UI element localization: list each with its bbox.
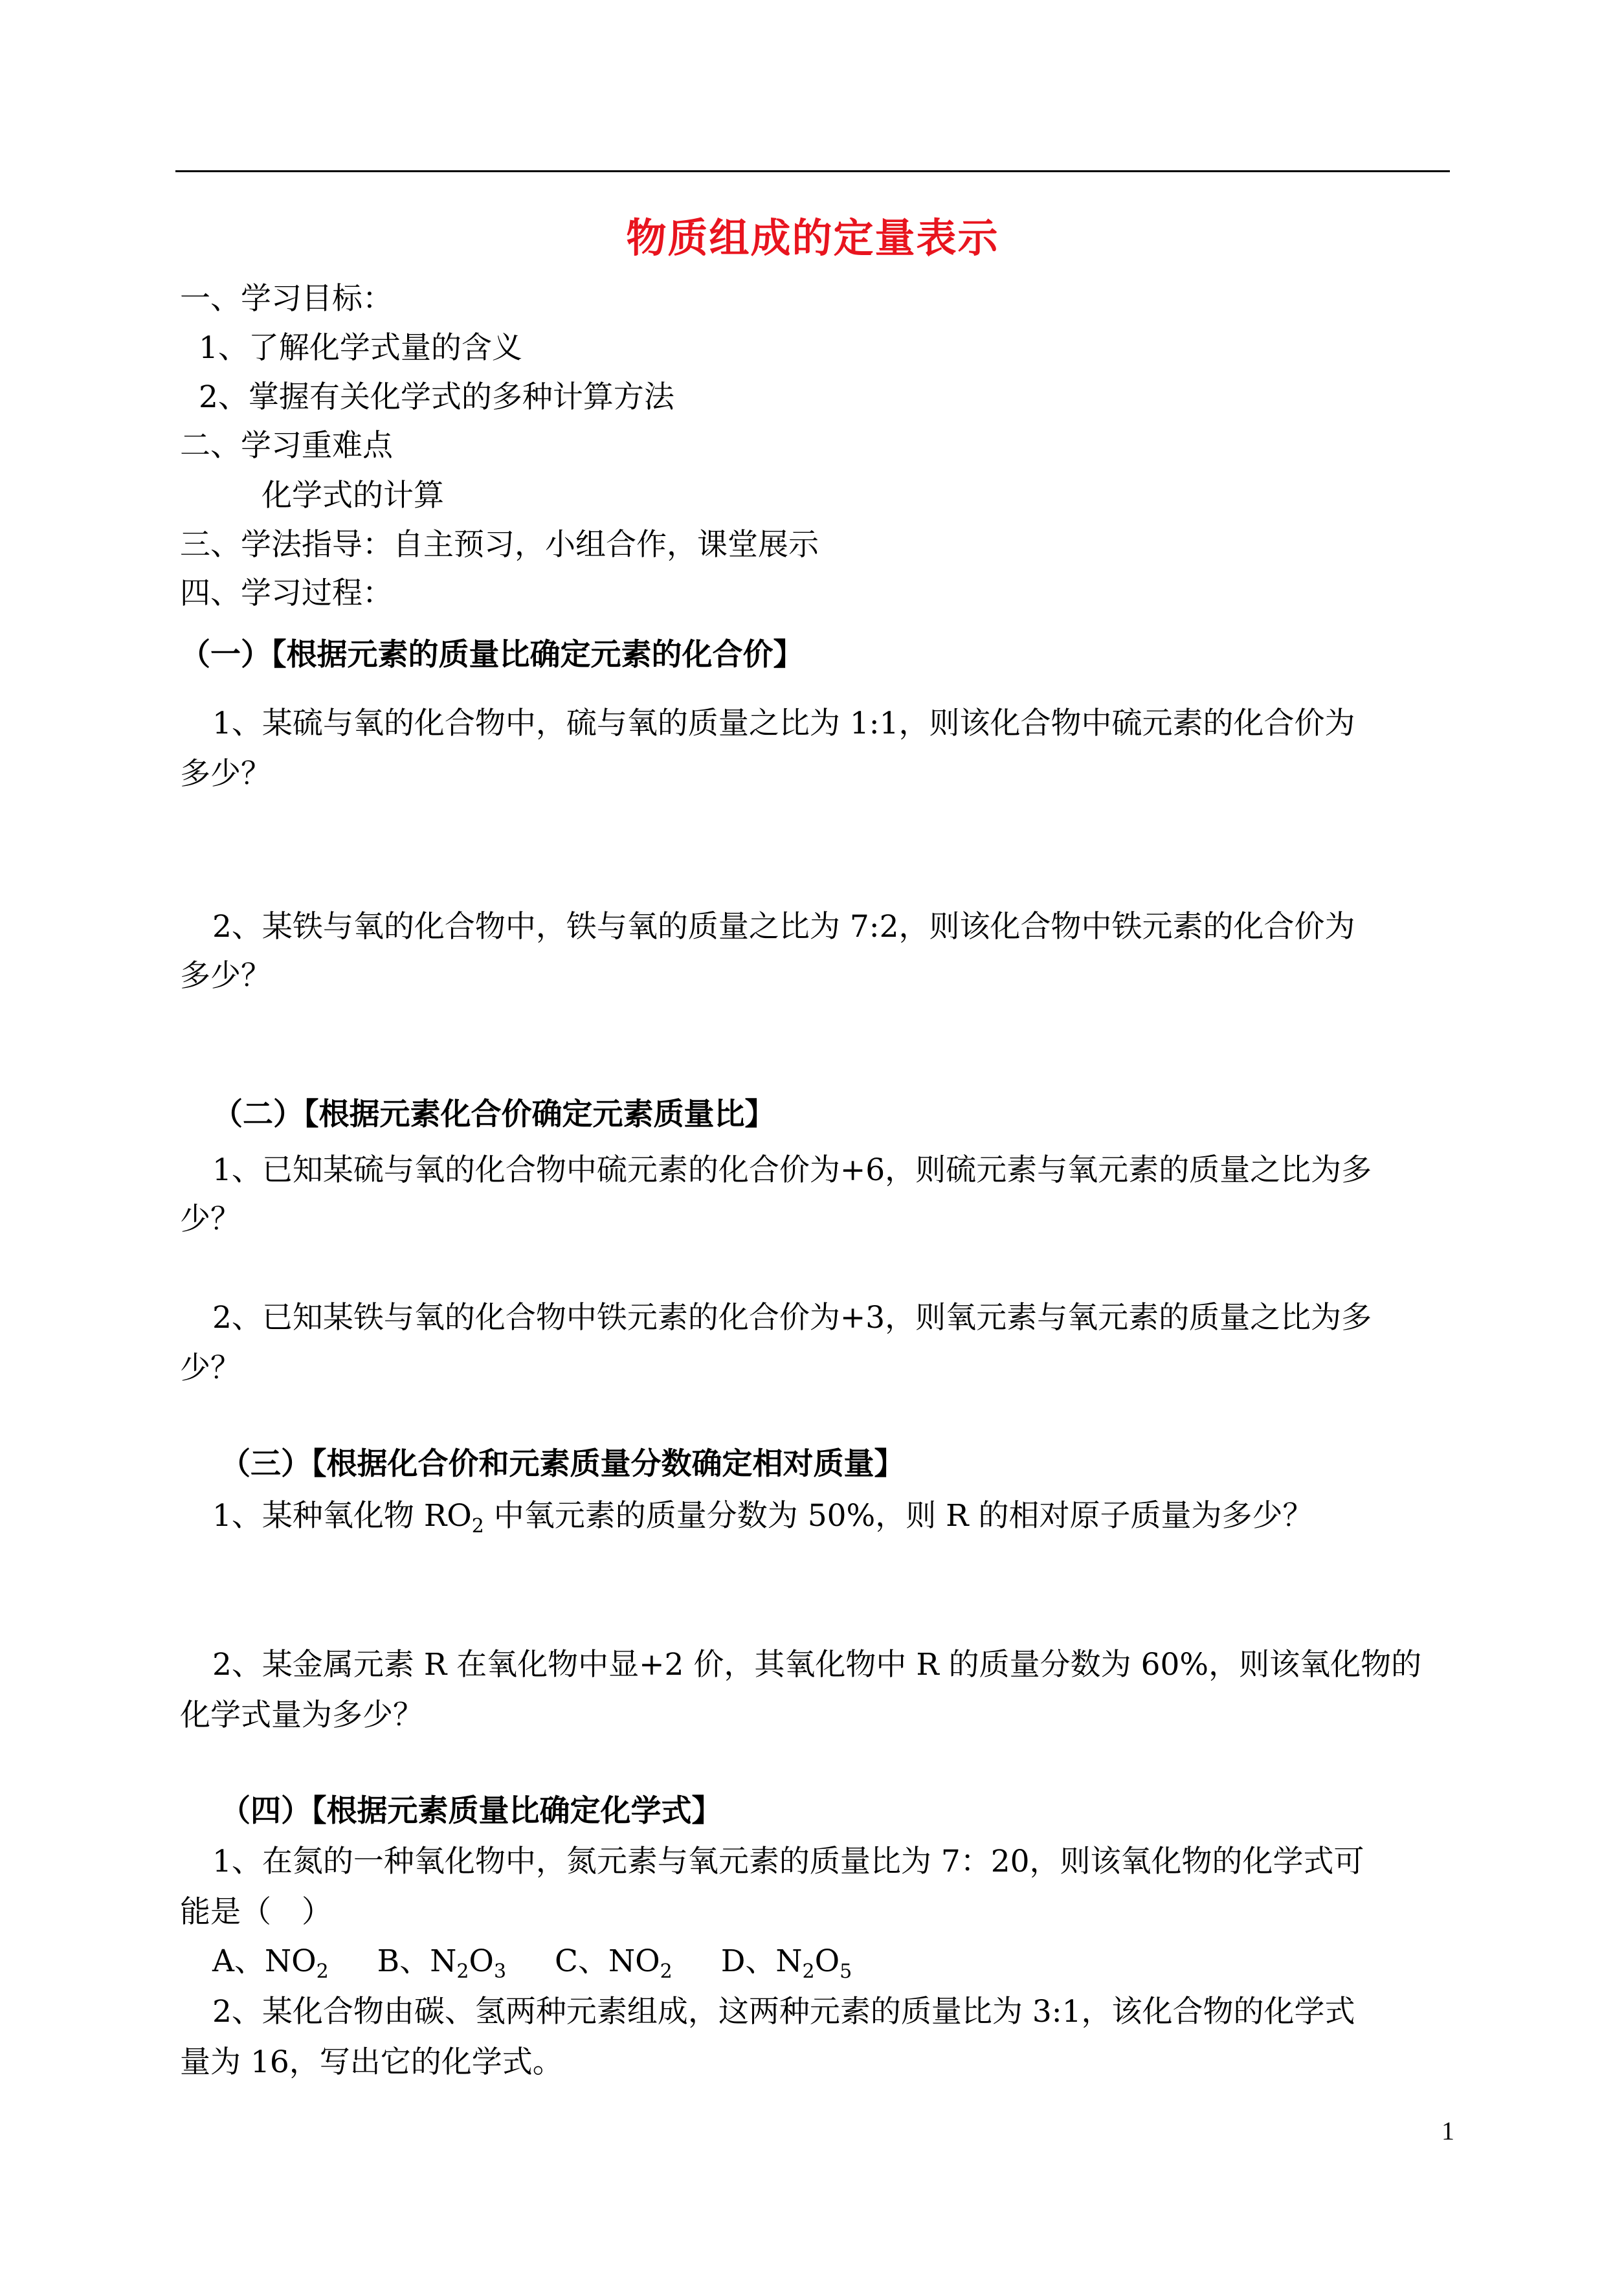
- s1-q1-line2: 多少？: [180, 756, 271, 792]
- option-d: D、$N_2O_5$: [720, 1943, 852, 1983]
- objectives-heading: 一、学习目标：: [180, 281, 393, 317]
- option-b: B、$N_2O_3$: [377, 1943, 507, 1983]
- section-4-heading: （四）【根据元素质量比确定化学式】: [220, 1793, 722, 1829]
- s2-q2-line2: 少？: [180, 1350, 241, 1386]
- s4-q1-line1: 1、在氮的一种氧化物中，氮元素与氧元素的质量比为 7：20，则该氧化物的化学式可: [212, 1844, 1364, 1879]
- section-1-heading: （一）【根据元素的质量比确定元素的化合价】: [180, 637, 804, 673]
- s1-q1-line1: 1、某硫与氧的化合物中，硫与氧的质量之比为 1:1，则该化合物中硫元素的化合价为: [212, 706, 1355, 741]
- objective-1: 1、了解化学式量的含义: [199, 330, 522, 366]
- page-number: 1: [1441, 2116, 1454, 2145]
- page-title: 物质组成的定量表示: [626, 214, 999, 262]
- method-line: 三、学法指导：自主预习，小组合作，课堂展示: [180, 527, 819, 563]
- s3-q1: 1、某种氧化物 $RO_2$ 中氧元素的质量分数为 50%，则 R 的相对原子质量为多少？: [212, 1498, 1313, 1538]
- s4-q2-line2: 量为 16，写出它的化学式。: [180, 2044, 563, 2080]
- s2-q1-line1: 1、已知某硫与氧的化合物中硫元素的化合价为+6，则硫元素与氧元素的质量之比为多: [212, 1152, 1372, 1188]
- s1-q2-line2: 多少？: [180, 958, 271, 994]
- section-2-heading: （二）【根据元素化合价确定元素质量比】: [212, 1097, 775, 1132]
- keypoints-text: 化学式的计算: [261, 478, 444, 513]
- s4-q2-line1: 2、某化合物由碳、氢两种元素组成，这两种元素的质量比为 3:1，该化合物的化学式: [212, 1994, 1355, 2030]
- s3-q2-line2: 化学式量为多少？: [180, 1697, 423, 1733]
- header-rule: [175, 170, 1450, 172]
- s4-q1-options: [212, 1943, 891, 1983]
- keypoints-heading: 二、学习重难点: [180, 428, 393, 464]
- s1-q2-line1: 2、某铁与氧的化合物中，铁与氧的质量之比为 7:2，则该化合物中铁元素的化合价为: [212, 909, 1355, 945]
- s2-q2-line1: 2、已知某铁与氧的化合物中铁元素的化合价为+3，则氧元素与氧元素的质量之比为多: [212, 1300, 1372, 1336]
- option-c: C、$NO_2$: [555, 1943, 673, 1983]
- section-3-heading: （三）【根据化合价和元素质量分数确定相对质量】: [220, 1446, 905, 1482]
- s4-q1-line2: 能是（ ）: [180, 1894, 332, 1930]
- objective-2: 2、掌握有关化学式的多种计算方法: [199, 379, 674, 415]
- s2-q1-line2: 少？: [180, 1202, 241, 1237]
- s3-q2-line1: 2、某金属元素 R 在氧化物中显+2 价，其氧化物中 R 的质量分数为 60%，则该氧化物的: [212, 1647, 1422, 1683]
- process-heading: 四、学习过程：: [180, 576, 393, 611]
- option-a: A、$NO_2$: [212, 1943, 329, 1983]
